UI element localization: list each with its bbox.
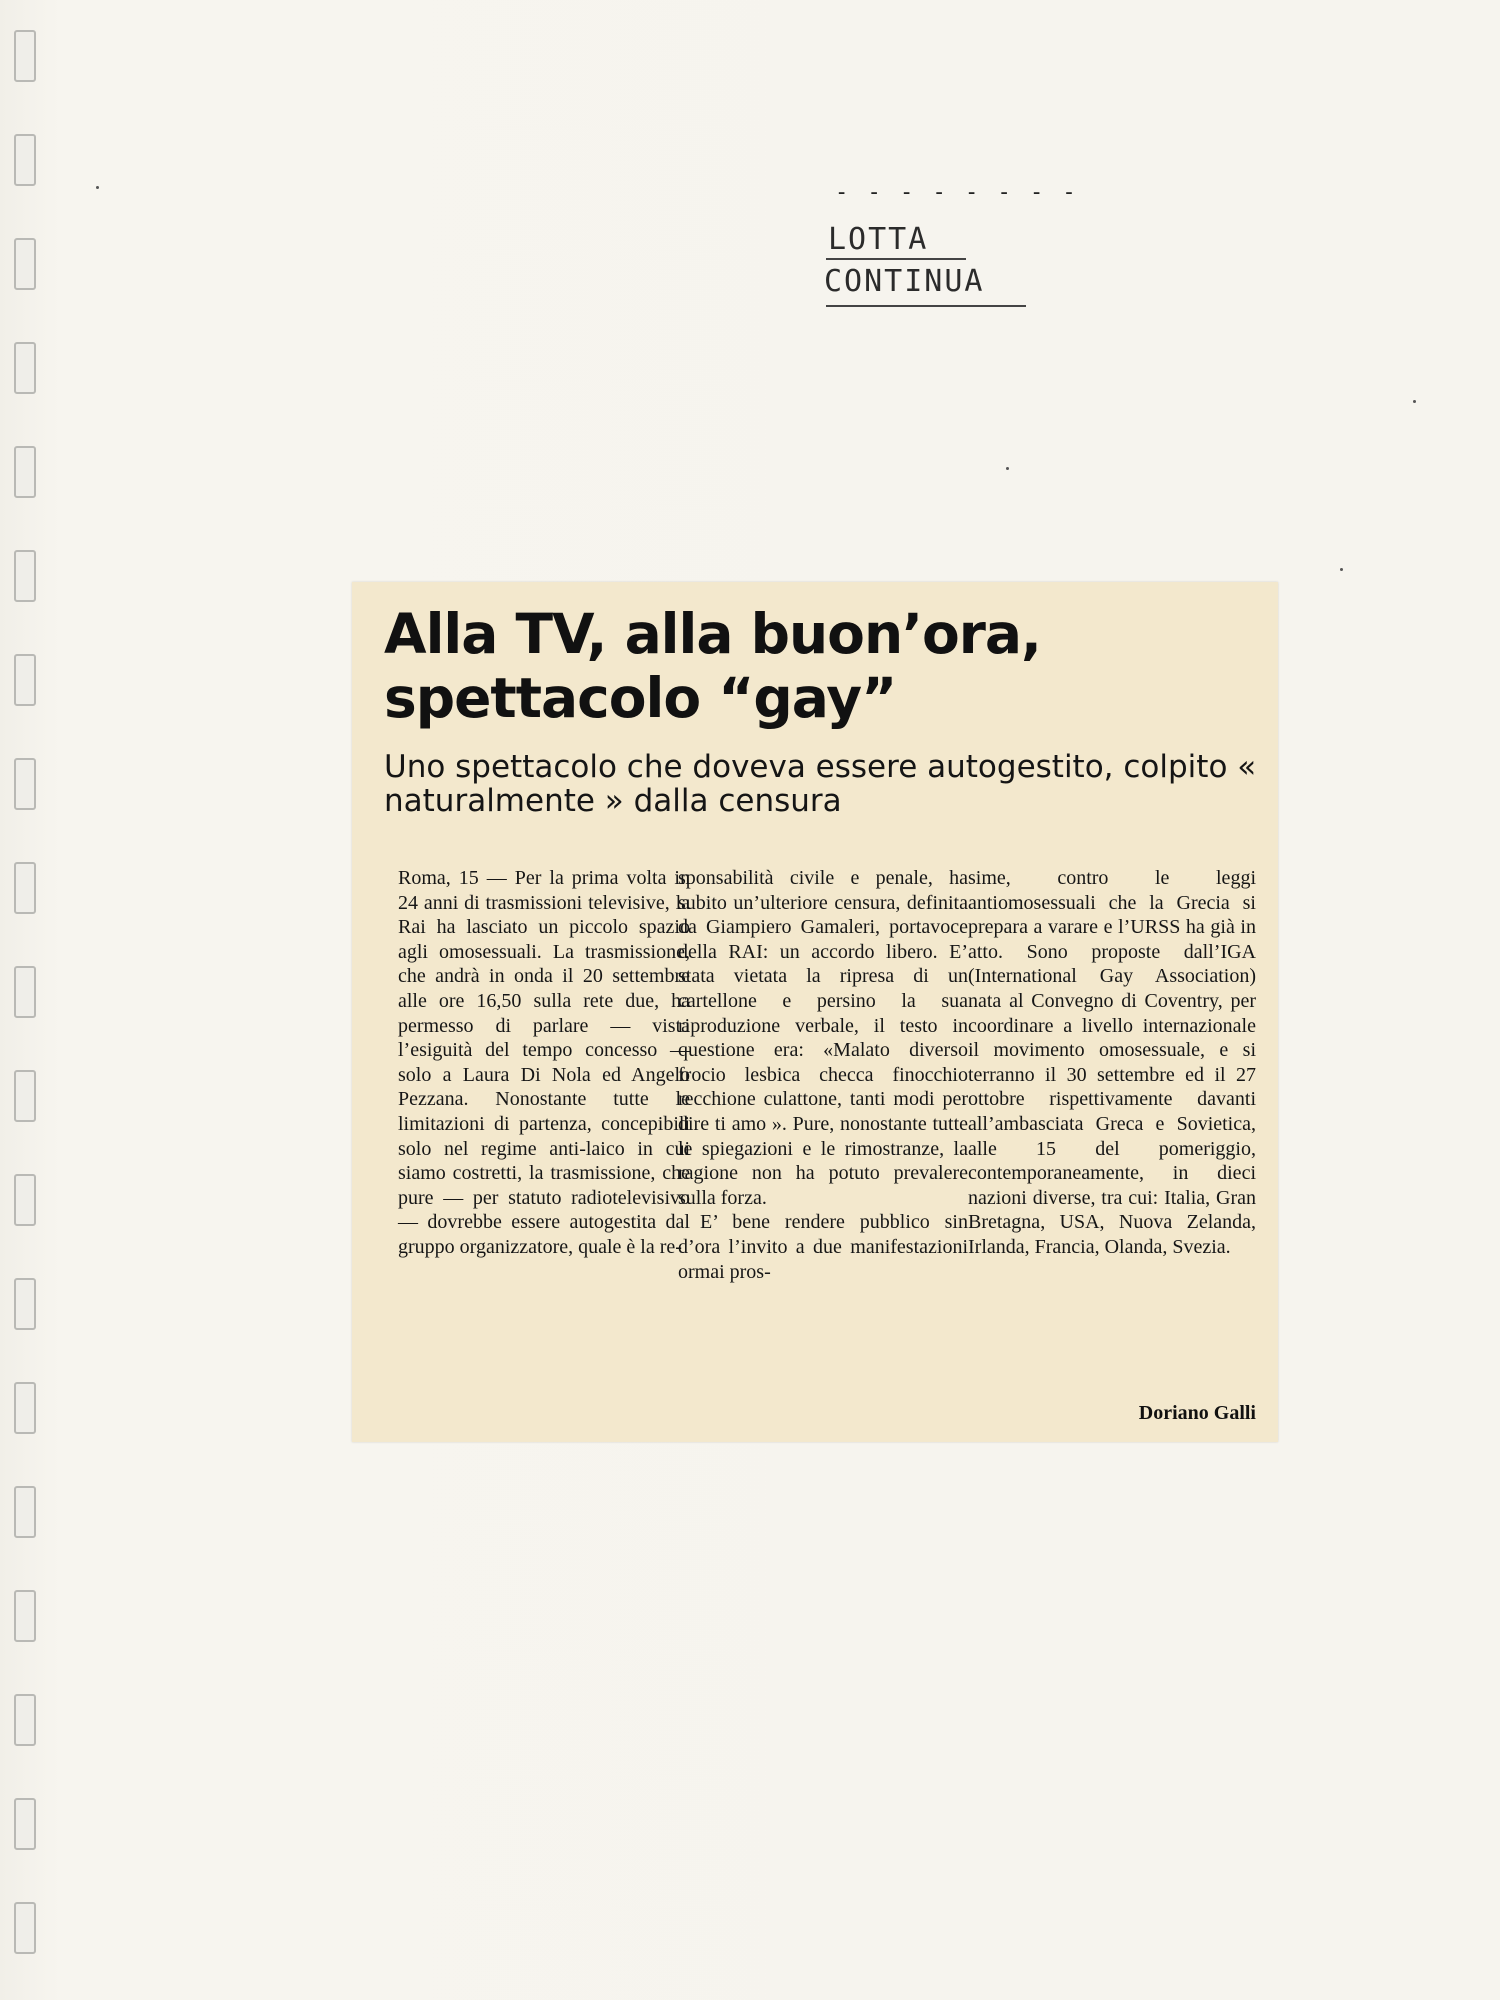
article-paragraph: sponsabilità civile e penale, ha subito un’ulteriore censura, definita da Giampiero Gamaleri, portavoce della RAI: un accordo libero. E’ stata vietata la ripresa di un cartellone e persino la sua riproduzione verbale, il testo in questione era: «Malato diverso frocio lesbica checca finocchio recchione culattone, tanti modi per dire ti amo ». Pure, nonostante tutte le spiegazioni e le rimostranze, la ragione non ha potuto prevalere sulla forza. xyxy=(678,867,968,1209)
binder-hole xyxy=(14,1902,36,1954)
binder-hole xyxy=(14,1070,36,1122)
binder-hole xyxy=(14,446,36,498)
article-byline: Doriano Galli xyxy=(1138,1402,1256,1424)
article-column-3 xyxy=(968,866,1256,1260)
binder-hole xyxy=(14,1798,36,1850)
binder-hole xyxy=(14,1590,36,1642)
article-column-1 xyxy=(398,866,690,1260)
binder-hole xyxy=(14,1174,36,1226)
annotation-dashes: - - - - - - - - xyxy=(835,180,1079,205)
binder-hole xyxy=(14,758,36,810)
dust-speck xyxy=(1340,568,1343,571)
binder-hole xyxy=(14,342,36,394)
binder-hole xyxy=(14,1278,36,1330)
dust-speck xyxy=(96,186,99,189)
binder-hole xyxy=(14,966,36,1018)
binder-hole xyxy=(14,550,36,602)
article-column-2 xyxy=(678,866,968,1284)
annotation-underline xyxy=(826,258,966,260)
binder-hole xyxy=(14,1382,36,1434)
binder-hole xyxy=(14,30,36,82)
binder-hole xyxy=(14,1486,36,1538)
newspaper-clipping xyxy=(352,582,1278,1442)
dust-speck xyxy=(1413,400,1416,403)
article-paragraph: Roma, 15 — Per la prima volta in 24 anni di trasmissioni televisive, la Rai ha lasciato un piccolo spazio agli omosessuali. La trasmissione, che andrà in onda il 20 settembre alle ore 16,50 sulla rete due, ha permesso di parlare — vista l’esiguità del tempo concesso — solo a Laura Di Nola ed Angelo Pezzana. Nonostante tutte le limitazioni di partenza, concepibili solo nel regime anti-laico in cui siamo costretti, la trasmissione, che pure — per statuto radiotelevisivo — dovrebbe essere autogestita dal gruppo organizzatore, quale è la re- xyxy=(398,867,690,1258)
annotation-underline xyxy=(826,305,1026,307)
dust-speck xyxy=(1006,467,1009,470)
headline-line-1: Alla TV, alla buon’ora, xyxy=(384,602,1041,666)
binder-hole xyxy=(14,862,36,914)
annotation-source-line1: LOTTA xyxy=(828,222,929,257)
binder-hole xyxy=(14,238,36,290)
headline-line-2: spettacolo “gay” xyxy=(384,666,897,730)
article-headline xyxy=(384,602,1041,730)
binder-hole xyxy=(14,1694,36,1746)
annotation-source-line2: CONTINUA xyxy=(824,264,985,299)
article-subheadline: Uno spettacolo che doveva essere autogestito, colpito « naturalmente » dalla censura xyxy=(384,749,1257,819)
article-paragraph: sime, contro le leggi antiomosessuali che la Grecia si prepara a varare e l’URSS ha già in atto. Sono proposte dall’IGA (International Gay Association) nata al Convegno di Coventry, per coordinare a livello internazionale il movimento omosessuale, e si terranno il 30 settembre ed il 27 ottobre rispettivamente davanti all’ambasciata Greca e Sovietica, alle 15 del pomeriggio, contemporaneamente, in dieci nazioni diverse, tra cui: Italia, Gran Bretagna, USA, Nuova Zelanda, Irlanda, Francia, Olanda, Svezia. xyxy=(968,867,1256,1258)
binder-hole xyxy=(14,134,36,186)
article-paragraph: E’ bene rendere pubblico sin d’ora l’invito a due manifestazioni ormai pros- xyxy=(678,1211,968,1283)
binder-hole xyxy=(14,654,36,706)
